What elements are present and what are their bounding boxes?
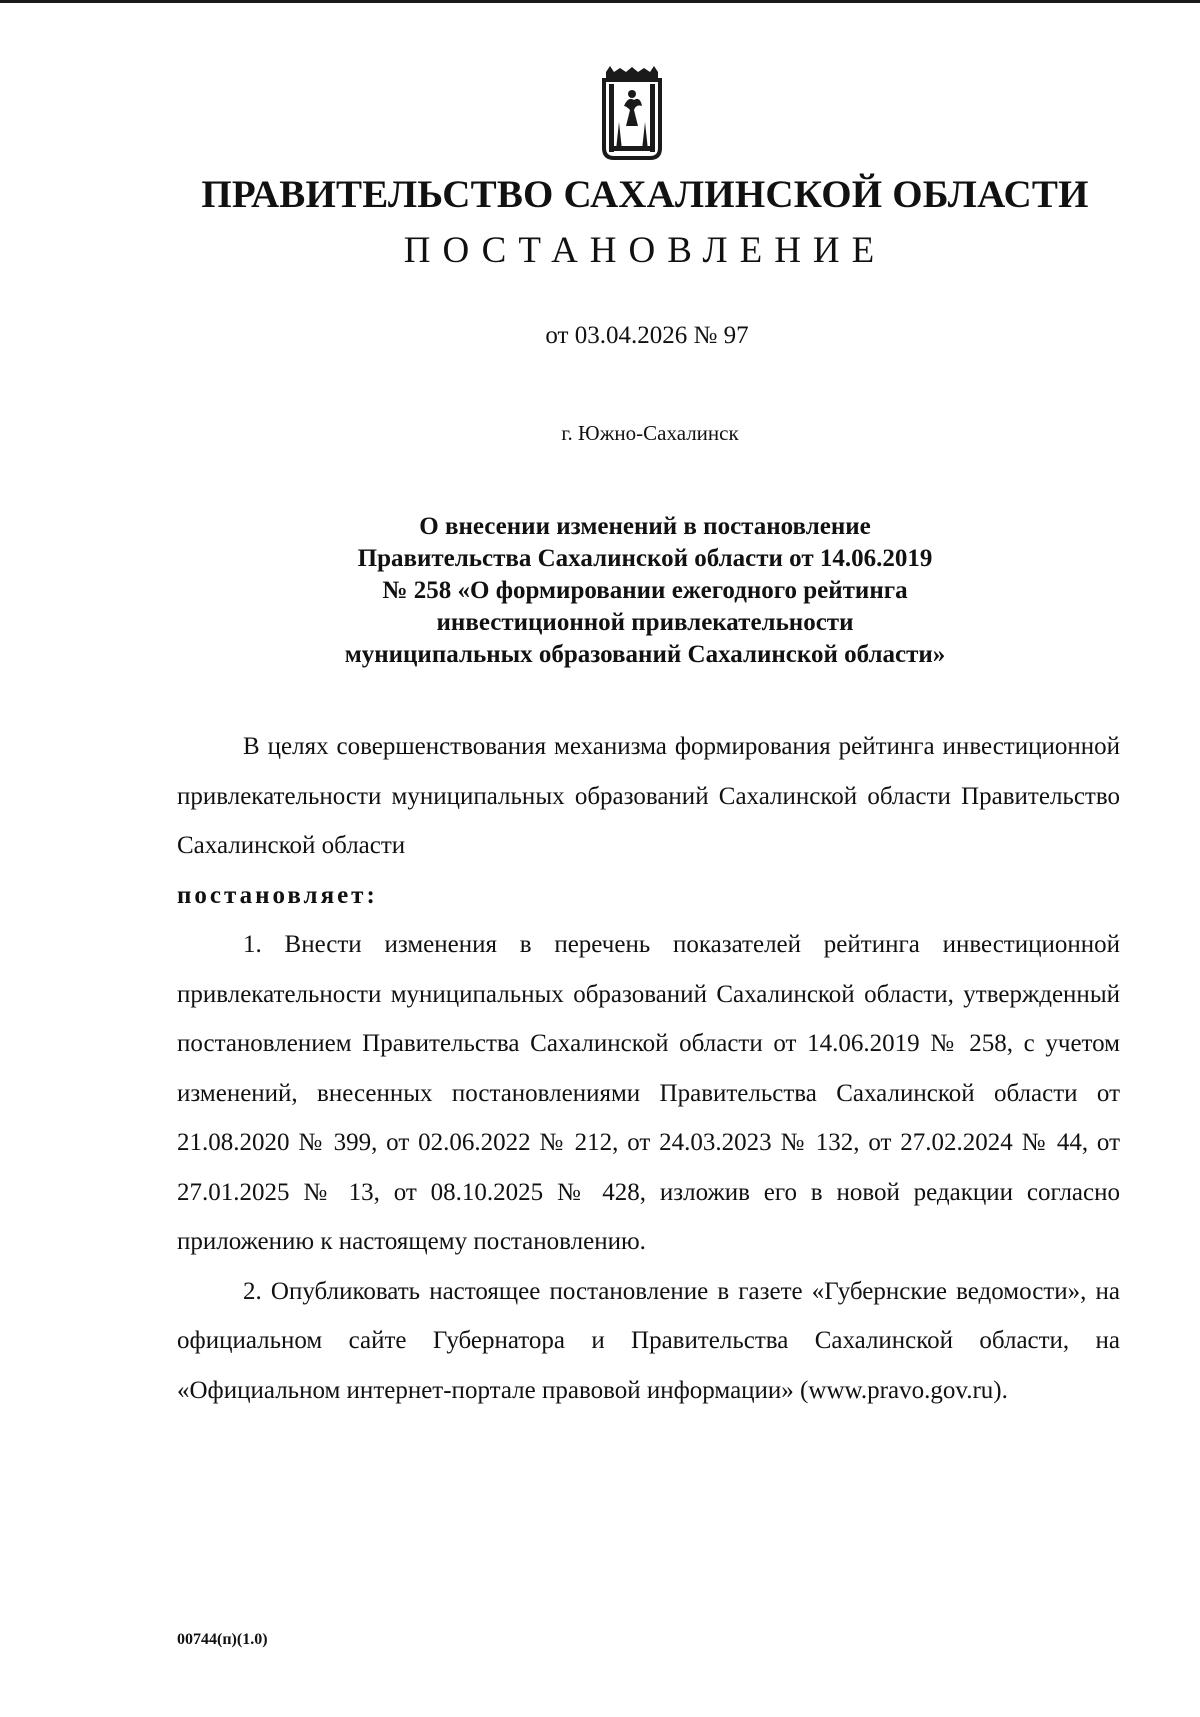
preamble-paragraph: В целях совершенствования механизма формирования рейтинга инвестиционной привлекательности муниципальных образований Сахалинской области Правительство Сахалинской области [177,733,1120,859]
subject-line: муниципальных образований Сахалинской области» [344,641,946,668]
subject-line: инвестиционной привлекательности [436,609,854,636]
item-2-paragraph: 2. Опубликовать настоящее постановление в газете «Губернские ведомости», на официальном сайте Губернатора и Правительства Сахалинской области, на «Официальном интернет-портале правовой информации» (www.pravo.gov.ru). [177,1277,1120,1404]
document-body [177,722,1120,1415]
document-city: г. Южно-Сахалинск [561,421,739,445]
government-title: ПРАВИТЕЛЬСТВО САХАЛИНСКОЙ ОБЛАСТИ [201,173,1089,216]
decree-word: постановляет: [177,881,378,909]
item-1-paragraph: 1. Внести изменения в перечень показателей рейтинга инвестиционной привлекательности муниципальных образований Сахалинской области, утвержденный постановлением Правительства Сахалинской области от 14.06.2019 № 258, с учетом изменений, внесенных постановлениями Правительства Сахалинской области от 21.08.2020 № 399, от 02.06.2022 № 212, от 24.03.2023 № 132, от 27.02.2024 № 44, от 27.01.2025 № 13, от 08.10.2025 № 428, изложив его в новой редакции согласно приложению к настоящему постановлению. [177,931,1120,1255]
subject-line: О внесении изменений в постановление [419,513,871,540]
subject-line: № 258 «О формировании ежегодного рейтинга [382,577,908,604]
subject-line: Правительства Сахалинской области от 14.06.2019 [357,545,933,572]
form-code: 00744(п)(1.0) [177,1631,268,1648]
document-type-title: ПОСТАНОВЛЕНИЕ [403,230,887,271]
document-subject [240,511,1050,671]
top-border-line [0,0,1200,3]
document-date-number: от 03.04.2026 № 97 [545,322,749,349]
coat-of-arms-icon [600,66,664,166]
